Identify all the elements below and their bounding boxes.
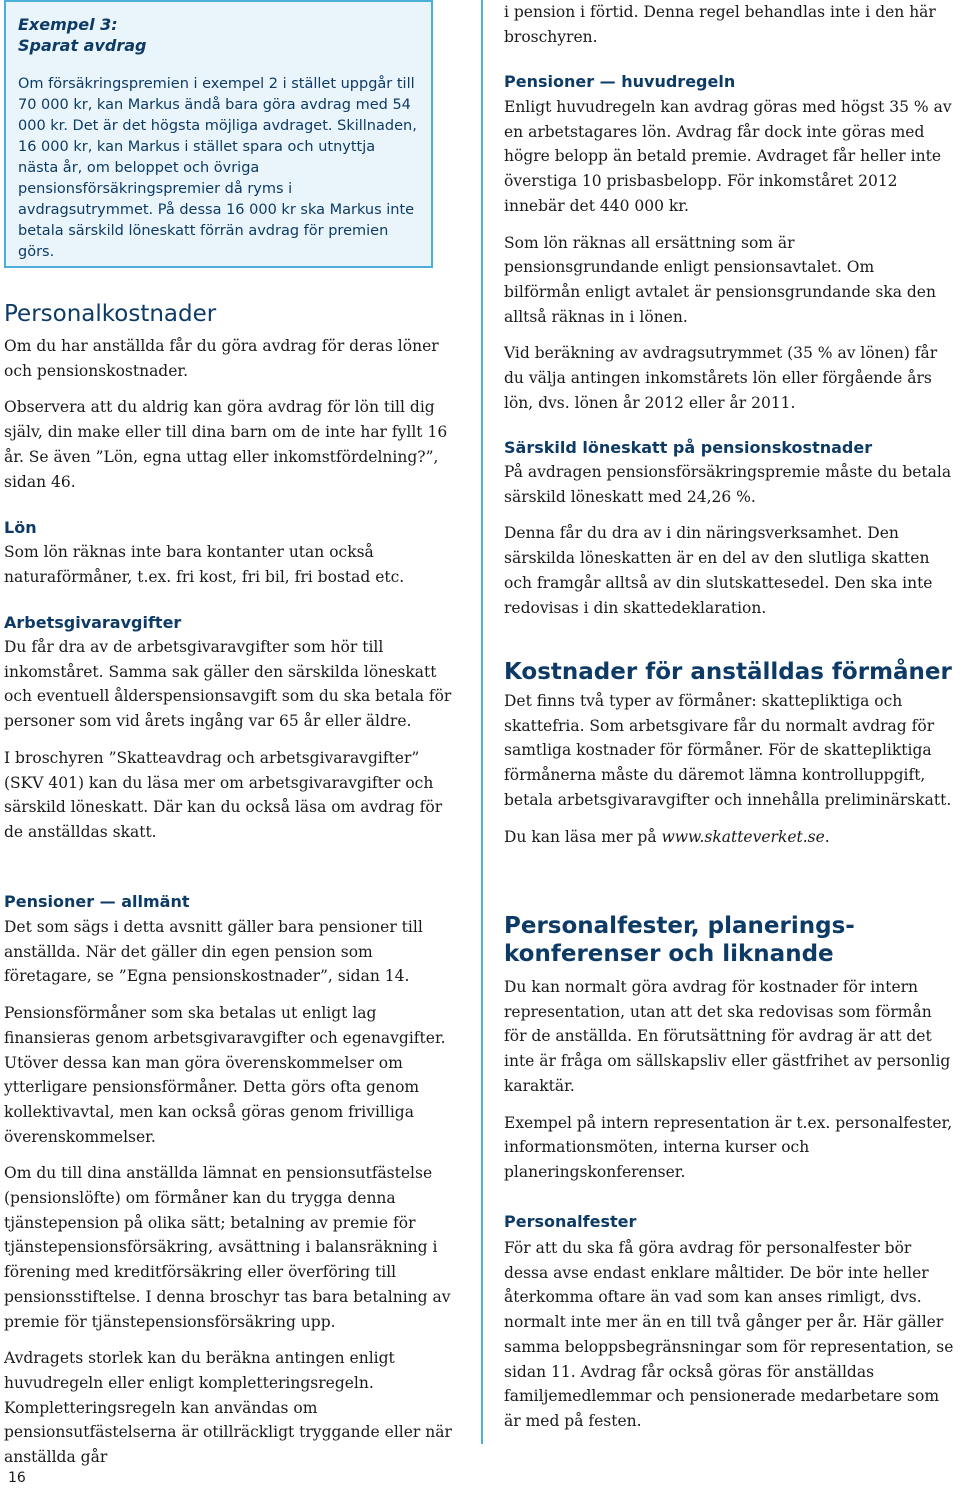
personal-p1: Om du har anställda får du göra avdrag för deras löner och pensionskostnader. <box>4 337 439 380</box>
arb-heading-block <box>4 612 460 634</box>
continued-paragraph: i pension i förtid. Denna regel behandlas inte i den här broschyren. <box>504 3 936 46</box>
fest-p2: Exempel på intern representation är t.ex. personalfester, informationsmöten, interna kurser och planeringskonferenser. <box>504 1113 953 1181</box>
huvud-p3: Vid beräkning av avdragsutrymmet (35 % av lönen) får du välja antingen inkomstårets lön eller förgående års lön, dvs. lönen år 2012 eller år 2011. <box>504 344 938 412</box>
sarskild-p1: På avdragen pensionsförsäkringspremie måste du betala särskild löneskatt med 24,26 %. <box>504 463 952 506</box>
pf-heading: Personalfester <box>504 1212 637 1231</box>
huvud-p1: Enligt huvudregeln kan avdrag göras med högst 35 % av en arbetstagares lön. Avdrag får dock inte göras med högre belopp än betald premie. Avdraget får heller inte överstiga 10 prisbasbelopp. För inkomståret 2012 innebär det 440 000 kr. <box>504 98 952 215</box>
personal-section <box>4 334 460 494</box>
example-title-line2: Sparat avdrag <box>18 36 147 55</box>
pens-p4: Avdragets storlek kan du beräkna antingen enligt huvudregeln eller enligt kompletteringsregeln. Kompletteringsregeln kan användas om pensionsutfästelserna är otillräckligt tryggande eller när anställda går <box>4 1349 452 1467</box>
personal-p2: Observera att du aldrig kan göra avdrag för lön till dig själv, din make eller till dina barn om de inte har fyllt 16 år. Se även ”Lön, egna uttag eller inkomstfördelning?”, sidan 46. <box>4 398 448 491</box>
pens-p3: Om du till dina anställda lämnat en pensionsutfästelse (pensionslöfte) om förmåner kan du trygga denna tjänstepension på olika sätt; betalning av premie för tjänstepensionsförsäkring, avsättning i balansräkning i förening med kreditförsäkring eller överföring till pensionsstiftelse. I denna broschyr tas bara betalning av premie för tjänstepensionsförsäkring upp. <box>4 1164 451 1331</box>
lon-p1: Som lön räknas inte bara kontanter utan också naturaförmåner, t.ex. fri kost, fri bil, fri bostad etc. <box>4 543 405 586</box>
example-body: Om försäkringspremien i exempel 2 i stället uppgår till 70 000 kr, kan Markus ändå bara göra avdrag med 54 000 kr. Det är det högsta möjliga avdraget. Skillnaden, 16 000 kr, kan Markus i stället spara och utnyttja nästa år, om beloppet och övriga pensionsförsäkringspremier då ryms i avdragsutrymmet. På dessa 16 000 kr ska Markus inte betala särskild löneskatt förrän avdrag för premien görs. <box>18 76 417 260</box>
sarskild-heading: Särskild löneskatt på pensionskostnader <box>504 438 873 457</box>
kost-heading-block <box>504 658 954 686</box>
fest-heading <box>504 912 954 968</box>
arb-p1: Du får dra av de arbetsgivaravgifter som hör till inkomståret. Samma sak gäller den särskilda löneskatt och eventuell ålderspensionsavgift som du ska betala för personer som vid årets ingång var 65 år eller äldre. <box>4 638 452 731</box>
lon-heading: Lön <box>4 518 37 537</box>
huvud-heading-block <box>504 71 954 93</box>
pf-heading-block <box>504 1211 954 1233</box>
kost-p1: Det finns två typer av förmåner: skattepliktiga och skattefria. Som arbetsgivare får du normalt avdrag för samtliga kostnader för förmåner. För de skattepliktiga förmånerna måste du däremot lämna kontrolluppgift, betala arbetsgivaravgifter och innehålla preliminärskatt. <box>504 692 952 809</box>
huvud-p2: Som lön räknas all ersättning som är pensionsgrundande enligt pensionsavtalet. Om bilförmån enligt avtalet är pensionsgrundande ska den alltså räknas in i lönen. <box>504 233 936 326</box>
page-number: 16 <box>8 1470 26 1486</box>
skatteverket-link[interactable]: www.skatteverket.se <box>661 827 825 846</box>
pens-heading: Pensioner — allmänt <box>4 892 190 911</box>
sarskild-p2: Denna får du dra av i din näringsverksamhet. Den särskilda löneskatten är en del av den slutliga skatten och framgår alltså av din slutskattesedel. Den ska inte redovisas i din skattedeklaration. <box>504 524 933 617</box>
sarskild-section <box>504 460 954 620</box>
kost-heading: Kostnader för anställdas förmåner <box>504 659 952 685</box>
huvud-heading: Pensioner — huvudregeln <box>504 72 736 91</box>
lon-heading-block <box>4 517 460 539</box>
pens-p1: Det som sägs i detta avsnitt gäller bara pensioner till anställda. När det gäller din egen pension som företagare, se ”Egna pensionskostnader”, sidan 14. <box>4 918 423 986</box>
lon-section <box>4 540 460 589</box>
pens-heading-block <box>4 891 460 913</box>
continued-section <box>504 0 954 49</box>
fest-heading-line1: Personalfester, planerings- <box>504 913 855 939</box>
sarskild-heading-block <box>504 437 954 459</box>
kost-p2-suffix: . <box>824 827 830 846</box>
fest-section <box>504 975 954 1185</box>
arb-heading: Arbetsgivaravgifter <box>4 613 182 632</box>
arb-section <box>4 635 460 845</box>
fest-p1: Du kan normalt göra avdrag för kostnader för intern representation, utan att det ska redovisas som förmån för de anställda. En förutsättning för avdrag är att det inte är fråga om sällskapsliv eller gästfrihet av personlig karaktär. <box>504 978 951 1095</box>
example-box <box>4 0 433 268</box>
example-title <box>18 14 419 56</box>
kost-p2-prefix: Du kan läsa mer på <box>504 827 662 846</box>
personal-heading: Personalkostnader <box>4 301 217 327</box>
kost-section <box>504 689 954 849</box>
example-title-line1: Exempel 3: <box>18 15 118 34</box>
pens-section <box>4 915 460 1470</box>
column-divider <box>481 0 483 1444</box>
fest-heading-block <box>504 912 954 968</box>
personal-heading-block <box>4 300 460 328</box>
pf-p1: För att du ska få göra avdrag för personalfester bör dessa avse endast enklare måltider. De bör inte heller återkomma oftare än vad som kan anses rimligt, dvs. normalt inte mer än en till två gånger per år. Här gäller samma beloppsbegränsningar som för representation, se sidan 11. Avdrag får också göras för anställdas familjemedlemmar och pensionerade medarbetare som är med på festen. <box>504 1239 954 1430</box>
kost-p2 <box>504 825 954 850</box>
arb-p2: I broschyren ”Skatteavdrag och arbetsgivaravgifter” (SKV 401) kan du läsa mer om arbetsgivaravgifter och särskild löneskatt. Där kan du också läsa om avdrag för de anställdas skatt. <box>4 748 443 841</box>
pens-p2: Pensionsförmåner som ska betalas ut enligt lag finansieras genom arbetsgivaravgifter och egenavgifter. Utöver dessa kan man göra överenskommelser om ytterligare pensionsförmåner. Detta görs ofta genom kollektivavtal, men kan också göras genom frivilliga överenskommelser. <box>4 1004 446 1146</box>
fest-heading-line2: konferenser och liknande <box>504 941 834 967</box>
pf-section <box>504 1236 954 1434</box>
huvud-section <box>504 95 954 415</box>
